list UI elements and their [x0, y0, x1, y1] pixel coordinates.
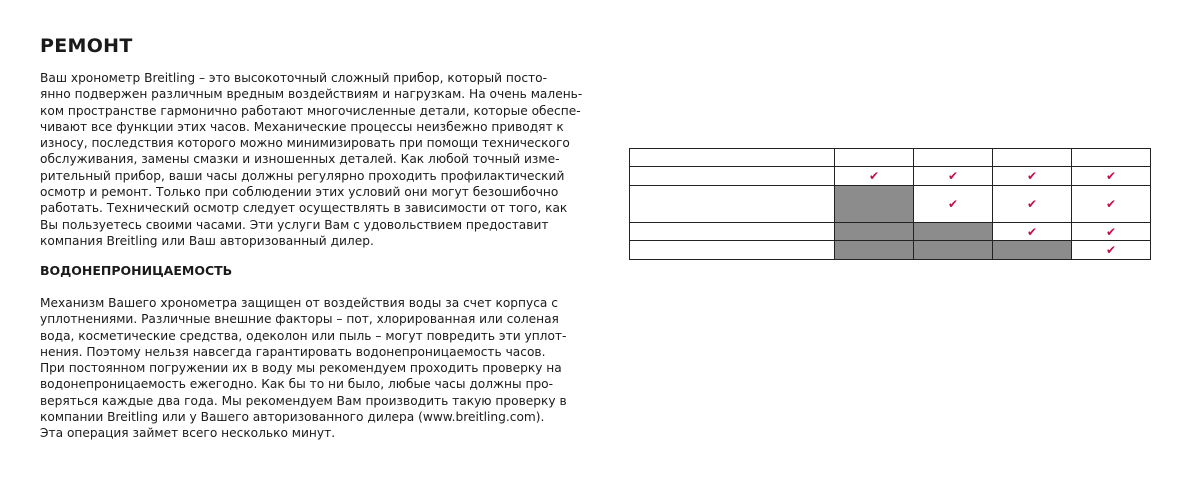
text-line: рительный прибор, ваши часы должны регулярно проходить профилактический — [40, 168, 565, 183]
table-cell — [630, 223, 835, 241]
check-cell — [993, 167, 1072, 186]
text-line: Ваш хронометр Breitling – это высокоточный сложный прибор, который посто- — [40, 71, 547, 85]
shaded-cell — [993, 241, 1072, 260]
text-line: нения. Поэтому нельзя навсегда гарантировать водонепроницаемость часов. — [40, 344, 546, 359]
check-mark-icon: ✔ — [1105, 197, 1117, 211]
table-row — [630, 186, 1151, 223]
check-cell — [1072, 167, 1151, 186]
text-line: Эта операция займет всего несколько минут. — [40, 426, 336, 441]
table-cell — [630, 167, 835, 186]
check-cell — [1072, 186, 1151, 223]
check-cell — [914, 167, 993, 186]
check-mark-icon: ✔ — [1105, 169, 1117, 183]
check-mark-icon: ✔ — [947, 197, 959, 211]
table-cell — [914, 149, 993, 167]
text-line: янно подвержен различным вредным воздействиям и нагрузкам. На очень малень- — [40, 87, 583, 102]
repair-title: РЕМОНТ — [40, 35, 133, 57]
table-cell — [835, 149, 914, 167]
check-cell — [993, 223, 1072, 241]
shaded-cell — [835, 186, 914, 223]
text-line: веряться каждые два года. Мы рекомендуем Вам производить такую проверку в — [40, 393, 567, 408]
shaded-cell — [835, 223, 914, 241]
table-cell — [630, 186, 835, 223]
table-row — [630, 241, 1151, 260]
text-line: износу, последствия которого можно минимизировать при помощи технического — [40, 136, 570, 151]
text-line: ком пространстве гармонично работают многочисленные детали, которые обеспе- — [40, 103, 581, 118]
shaded-cell — [835, 241, 914, 260]
check-mark-icon: ✔ — [1026, 197, 1038, 211]
text-line: обслуживания, замены смазки и изношенных деталей. Как любой точный изме- — [40, 152, 560, 167]
check-cell — [1072, 223, 1151, 241]
check-mark-icon: ✔ — [868, 169, 880, 183]
check-cell — [1072, 241, 1151, 260]
table-row — [630, 149, 1151, 167]
text-line: Вы пользуетесь своими часами. Эти услуги Вам с удовольствием предоставит — [40, 217, 549, 232]
check-mark-icon: ✔ — [947, 169, 959, 183]
water-resistance-title: ВОДОНЕПРОНИЦАЕМОСТЬ — [40, 263, 233, 278]
check-cell — [993, 186, 1072, 223]
table-row — [630, 223, 1151, 241]
text-line: осмотр и ремонт. Только при соблюдении этих условий они могут безошибочно — [40, 185, 559, 200]
table-cell — [993, 149, 1072, 167]
text-line: При постоянном погружении их в воду мы рекомендуем проходить проверку на — [40, 361, 562, 376]
repair-paragraph — [40, 70, 582, 249]
check-mark-icon: ✔ — [1105, 224, 1117, 239]
service-interval-table — [629, 148, 1151, 260]
text-line: уплотнениями. Различные внешние факторы – пот, хлорированная или соленая — [40, 312, 559, 327]
table-cell — [1072, 149, 1151, 167]
check-cell — [835, 167, 914, 186]
shaded-cell — [914, 223, 993, 241]
table-cell — [630, 241, 835, 260]
text-line: работать. Технический осмотр следует осуществлять в зависимости от того, как — [40, 201, 568, 216]
text-line: чивают все функции этих часов. Механические процессы неизбежно приводят к — [40, 119, 564, 134]
text-line: компания Breitling или Ваш авторизованный дилер. — [40, 233, 374, 248]
water-resistance-paragraph — [40, 295, 567, 442]
check-mark-icon: ✔ — [1026, 169, 1038, 183]
table-row — [630, 167, 1151, 186]
text-line: компании Breitling или у Вашего авторизованного дилера (www.breitling.com). — [40, 410, 545, 425]
text-line: вода, косметические средства, одеколон или пыль – могут повредить эти уплот- — [40, 328, 567, 343]
text-line: водонепроницаемость ежегодно. Как бы то ни было, любые часы должны про- — [40, 377, 554, 392]
text-line: Механизм Вашего хронометра защищен от воздействия воды за счет корпуса с — [40, 296, 558, 310]
table-cell — [630, 149, 835, 167]
check-mark-icon: ✔ — [1026, 224, 1038, 239]
check-cell — [914, 186, 993, 223]
shaded-cell — [914, 241, 993, 260]
check-mark-icon: ✔ — [1105, 243, 1117, 257]
